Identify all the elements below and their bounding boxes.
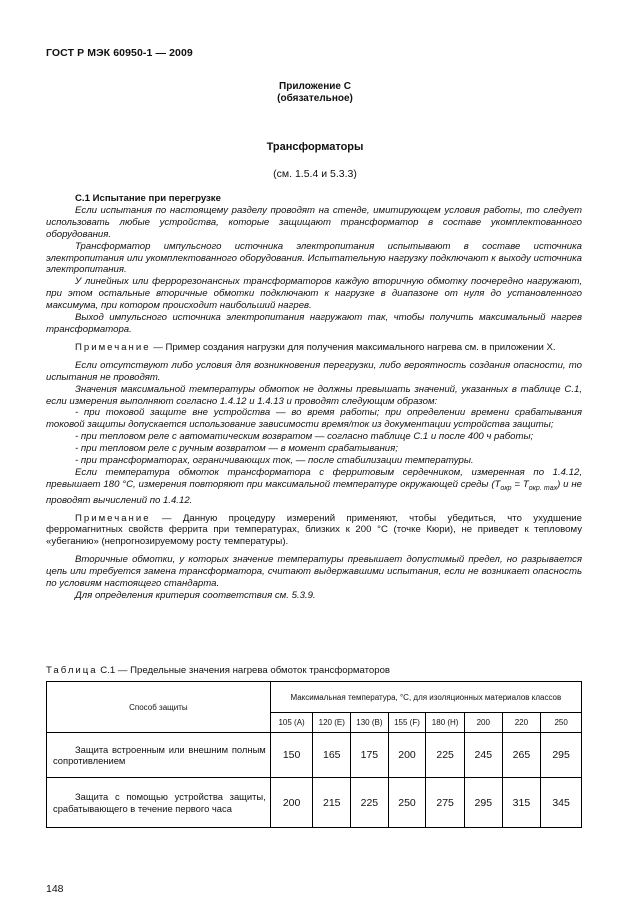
section-references: (см. 1.5.4 и 5.3.3) xyxy=(273,168,357,180)
row-label-text: Защита встроенным или внешним полным сопротивлением xyxy=(53,743,266,766)
paragraph-part: Если температура обмоток трансформатора с ферритовым сердечником, измеренная по 1.4.12, превышает 180 °С, измерения повторяют при максимальной температуре окружающей среды (T xyxy=(46,466,582,490)
header-max-temperature: Максимальная температура, °С, для изоляционных материалов классов xyxy=(270,682,581,713)
header-class: 220 xyxy=(502,713,541,733)
temperature-limits-table xyxy=(46,681,582,828)
header-class: 120 (Е) xyxy=(313,713,351,733)
list-item: - при тепловом реле с автоматическим возвратом — согласно таблице С.1 и после 400 ч работы; xyxy=(75,431,534,443)
table-cell: 175 xyxy=(351,733,389,778)
note-text: — Данную процедуру измерений применяют, чтобы убедиться, что ухудшение ферромагнитных свойств феррита при температурах, близких к 200 °С (точке Кюри), не приведет к тепловому «убеганию» (непрогнозируемому росту температуры). xyxy=(46,512,582,548)
table-row xyxy=(47,778,582,828)
table-cell: 225 xyxy=(426,733,465,778)
appendix-status: (обязательное) xyxy=(277,93,353,104)
table-cell: 250 xyxy=(388,778,426,828)
note-label: Примечание xyxy=(75,512,151,524)
subsection-heading: С.1 Испытание при перегрузке xyxy=(75,193,221,204)
table-cell: 295 xyxy=(464,778,502,828)
paragraph: Выход импульсного источника электропитания нагружают так, чтобы получить максимальный нагрев трансформатора. xyxy=(46,312,582,335)
appendix-title: Приложение С xyxy=(279,81,351,92)
note xyxy=(46,342,582,354)
header-protection-method: Способ защиты xyxy=(47,682,271,733)
table-caption-text: С.1 — Предельные значения нагрева обмоток трансформаторов xyxy=(97,665,391,676)
page-number: 148 xyxy=(46,883,64,895)
table-cell: 265 xyxy=(502,733,541,778)
section-title: Трансформаторы xyxy=(266,141,364,153)
paragraph: Если отсутствуют либо условия для возникновения перегрузки, либо вероятность создания опасности, то испытания не проводят. xyxy=(46,359,582,383)
note xyxy=(46,513,582,549)
paragraph: У линейных или феррорезонансных трансформаторов каждую вторичную обмотку поочередно нагружают, при этом остальные вторичные обмотки подключают к нагрузке в диапазоне от нуля до установленного максимума, при котором происходит наибольший нагрев. xyxy=(46,276,582,312)
paragraph-part: = T xyxy=(511,478,529,490)
table-cell: 245 xyxy=(464,733,502,778)
paragraph: Для определения критерия соответствия см. 5.3.9. xyxy=(75,590,316,601)
header-class: 180 (Н) xyxy=(426,713,465,733)
header-class: 105 (А) xyxy=(270,713,313,733)
paragraph: Если испытания по настоящему разделу проводят на стенде, имитирующем условия работы, то следует использовать любые устройства, которые защищают трансформатор в составе укомплектованного оборудования. xyxy=(46,204,582,240)
list-item: - при тепловом реле с ручным возвратом — в момент срабатывания; xyxy=(75,443,398,455)
paragraph-part: ) и не проводят вычислений по 1.4.12. xyxy=(46,478,582,506)
table-cell: 295 xyxy=(541,733,582,778)
list-item: - при трансформаторах, ограничивающих ток, — после стабилизации температуры. xyxy=(75,455,474,467)
document-header: ГОСТ Р МЭК 60950-1 — 2009 xyxy=(46,47,193,59)
paragraph: Вторичные обмотки, у которых значение температуры превышает допустимый предел, но разрывается цепь или требуется замена трансформатора, считают выдержавшими испытания, если не возникает опасность по условиям настоящего стандарта. xyxy=(46,554,582,590)
paragraph: Значения максимальной температуры обмоток не должны превышать значений, указанных в таблице С.1, если измерения выполняют согласно 1.4.12 и 1.4.13 и проводят следующим образом: xyxy=(46,383,582,407)
table-cell: 315 xyxy=(502,778,541,828)
note-text: — Пример создания нагрузки для получения максимального нагрева см. в приложении Х. xyxy=(150,341,556,353)
table-cell: 275 xyxy=(426,778,465,828)
header-class: 155 (F) xyxy=(388,713,426,733)
note-label: Примечание xyxy=(75,341,151,353)
table-row xyxy=(47,733,582,778)
header-class: 200 xyxy=(464,713,502,733)
table-caption-label: Таблица xyxy=(46,665,98,676)
paragraph: Трансформатор импульсного источника электропитания испытывают в составе источника электропитания или укомплектованного оборудования. Испытательную нагрузку подключают к выходу источника электропитания. xyxy=(46,240,582,276)
row-label xyxy=(47,778,271,828)
table-cell: 200 xyxy=(270,778,313,828)
row-label-text: Защита с помощью устройства защиты, срабатывающего в течение первого часа xyxy=(53,791,266,814)
table-cell: 165 xyxy=(313,733,351,778)
subscript: окр xyxy=(500,484,512,492)
paragraph xyxy=(46,467,582,507)
header-class: 130 (В) xyxy=(351,713,389,733)
header-class: 250 xyxy=(541,713,582,733)
subscript: окр. max xyxy=(528,484,558,492)
table-cell: 150 xyxy=(270,733,313,778)
body-text xyxy=(46,193,582,602)
table-cell: 225 xyxy=(351,778,389,828)
table-cell: 215 xyxy=(313,778,351,828)
row-label xyxy=(47,733,271,778)
list-item: - при токовой защите вне устройства — во время работы; при определении времени срабатывания токовой защиты допускается использование зависимости время/ток из документации устройства защиты; xyxy=(46,407,582,431)
table-cell: 345 xyxy=(541,778,582,828)
table-cell: 200 xyxy=(388,733,426,778)
table-caption xyxy=(46,665,390,676)
